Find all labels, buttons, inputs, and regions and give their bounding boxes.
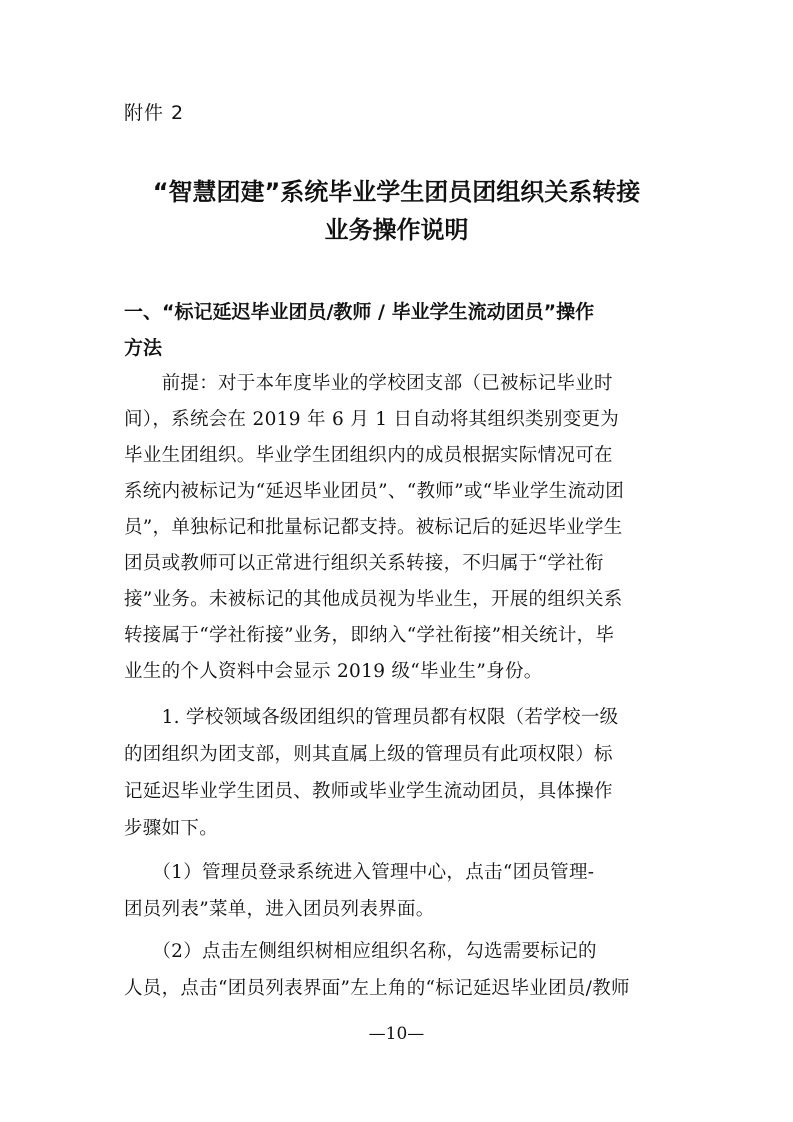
body-line: 团员或教师可以正常进行组织关系转接，不归属于“学社衔 — [124, 553, 604, 574]
body-line: 系统内被标记为“延迟毕业团员”、“教师”或“毕业学生流动团 — [124, 481, 624, 502]
page-number: —10— — [368, 1024, 425, 1044]
body-line: 毕业生团组织。毕业学生团组织内的成员根据实际情况可在 — [124, 445, 613, 466]
section-heading-line-2: 方法 — [124, 337, 163, 359]
body-line: （1）管理员登录系统进入管理中心，点击“团员管理- — [124, 862, 595, 883]
body-line: 业生的个人资料中会显示 2019 级“毕业生”身份。 — [124, 661, 543, 682]
body-line: 员”，单独标记和批量标记都支持。被标记后的延迟毕业学生 — [124, 517, 623, 538]
body-line: 步骤如下。 — [124, 818, 219, 839]
body-line: 1. 学校领域各级团组织的管理员都有权限（若学校一级 — [124, 707, 619, 728]
document-title-line-1: “智慧团建”系统毕业学生团员团组织关系转接 — [152, 178, 641, 206]
attachment-label: 附件 2 — [124, 102, 185, 124]
body-line: 接”业务。未被标记的其他成员视为毕业生，开展的组织关系 — [124, 589, 623, 610]
body-line: 记延迟毕业学生团员、教师或毕业学生流动团员，具体操作 — [124, 781, 613, 802]
body-line: 人员，点击“团员列表界面”左上角的“标记延迟毕业团员/教师 — [124, 978, 630, 999]
document-title-line-2: 业务操作说明 — [324, 216, 469, 244]
body-line: 转接属于“学社衔接”业务，即纳入“学社衔接”相关统计，毕 — [124, 625, 615, 646]
body-line: 的团组织为团支部，则其直属上级的管理员有此项权限）标 — [124, 744, 613, 765]
body-line: 前提：对于本年度毕业的学校团支部（已被标记毕业时 — [124, 373, 613, 394]
section-heading-line-1: 一、“标记延迟毕业团员/教师 / 毕业学生流动团员”操作 — [124, 301, 595, 323]
body-line: 团员列表”菜单，进入团员列表界面。 — [124, 899, 435, 920]
body-line: 间），系统会在 2019 年 6 月 1 日自动将其组织类别变更为 — [124, 409, 620, 430]
body-line: （2）点击左侧组织树相应组织名称，勾选需要标记的 — [124, 941, 597, 962]
